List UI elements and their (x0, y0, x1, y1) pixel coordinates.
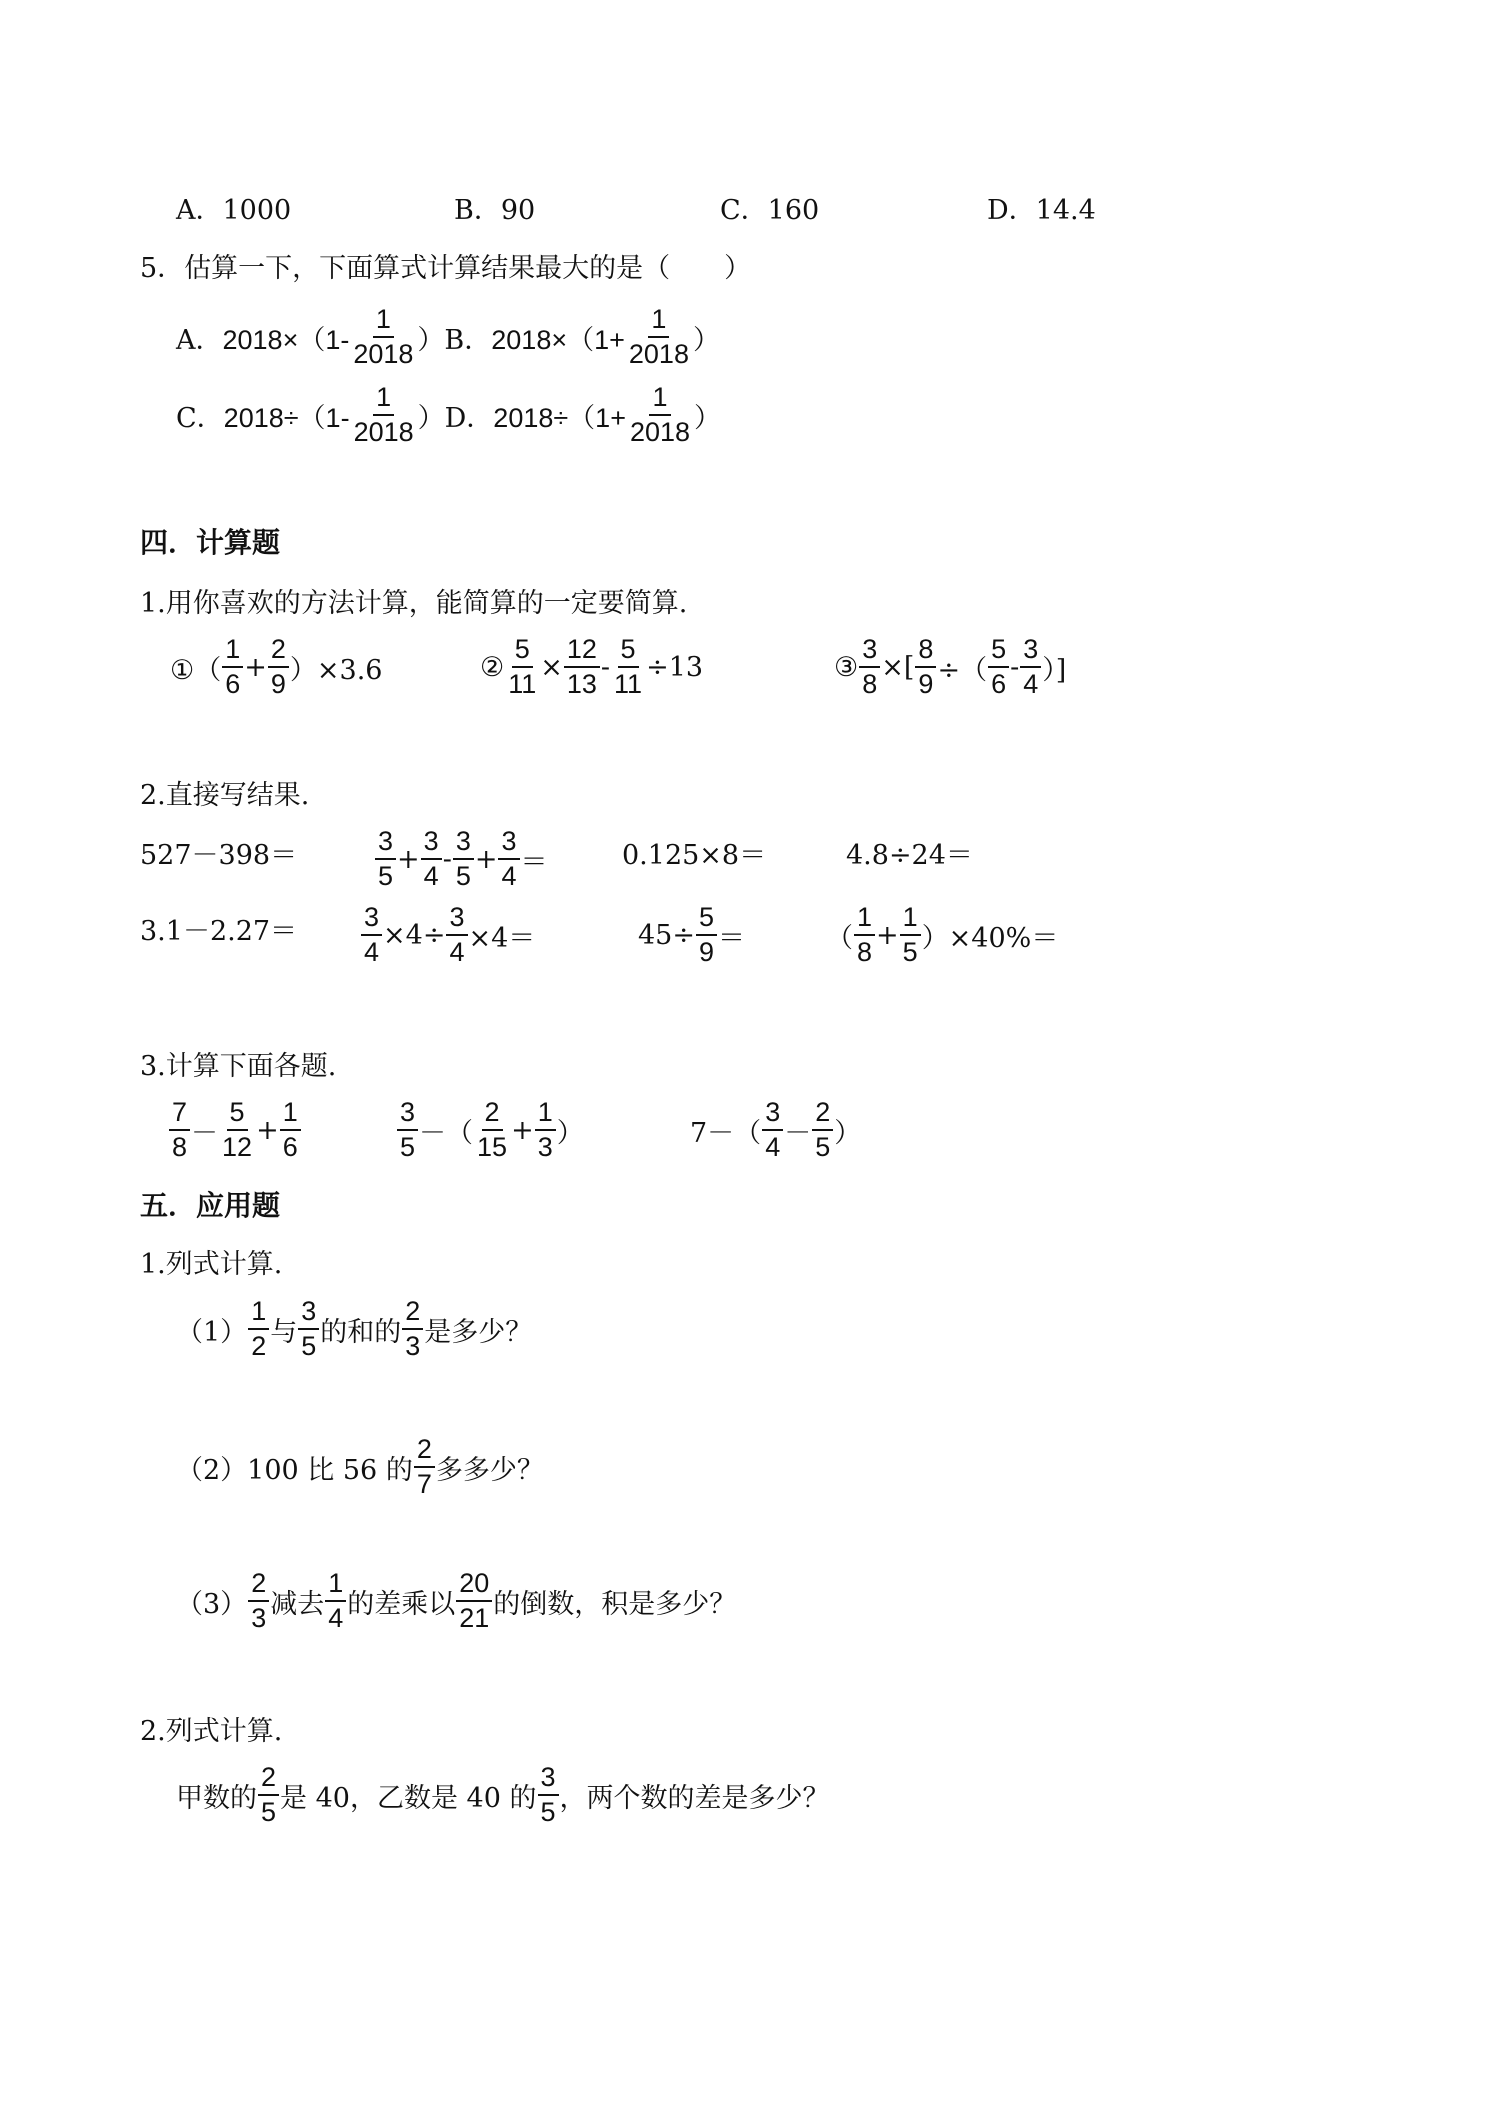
numerator: 5 (618, 634, 639, 668)
s4-p1-expr2 (480, 634, 703, 700)
denominator: 4 (501, 861, 517, 892)
denominator: 21 (459, 1603, 490, 1634)
fraction (351, 382, 417, 448)
fraction (456, 1568, 492, 1634)
text: （ (826, 922, 853, 954)
fraction (854, 902, 875, 968)
q5-b-pre: 2018×（1+ (491, 324, 625, 355)
fraction (564, 634, 600, 700)
q5-option-c (176, 382, 721, 448)
denominator: 4 (1023, 669, 1039, 700)
fraction (1020, 634, 1041, 700)
numerator: 3 (859, 634, 880, 668)
fraction (414, 1434, 435, 1500)
s4-p1-expr3 (834, 634, 1066, 700)
fraction (812, 1097, 833, 1163)
s5-p2-sub1 (176, 1762, 830, 1828)
fraction (627, 382, 693, 448)
denominator: 6 (225, 669, 241, 700)
text: ）×3.6 (289, 654, 383, 686)
numerator: 7 (169, 1097, 190, 1131)
denominator: 6 (991, 669, 1007, 700)
denominator: 13 (566, 669, 597, 700)
section-5-title: 五．应用题 (140, 1189, 281, 1222)
text: 是多少？ (424, 1316, 533, 1348)
q5-c-pre: 2018÷（1- (223, 402, 350, 433)
denominator: 4 (765, 1132, 781, 1163)
operator: + (256, 1114, 279, 1146)
denominator: 2018 (629, 417, 691, 448)
denominator: 5 (455, 861, 471, 892)
denominator: 5 (261, 1797, 277, 1828)
operator: + (244, 651, 267, 683)
s4-p3-expr3 (690, 1097, 861, 1163)
q5-c-label: C． (176, 402, 224, 434)
equals: ＝ (520, 846, 548, 878)
text: ③ (834, 651, 859, 683)
fraction (988, 634, 1009, 700)
close-paren: ） (417, 402, 445, 433)
fraction (696, 902, 717, 968)
numerator: 12 (564, 634, 600, 668)
numerator: 5 (512, 634, 533, 668)
denominator: 7 (416, 1469, 432, 1500)
numerator: 3 (375, 826, 396, 860)
denominator: 3 (537, 1132, 553, 1163)
fraction (402, 1296, 423, 1362)
numerator: 1 (900, 902, 921, 936)
text: （3） (176, 1588, 248, 1620)
fraction (453, 826, 474, 892)
text: 与 (270, 1316, 298, 1348)
fraction (248, 1568, 269, 1634)
s4-p2-stem: 2.直接写结果. (140, 780, 310, 811)
fraction (538, 1762, 559, 1828)
q5-b-label: B． (444, 324, 492, 356)
operator: + (397, 843, 420, 875)
fraction (611, 634, 645, 700)
s5-p1-sub3 (176, 1568, 736, 1634)
denominator: 2 (251, 1331, 267, 1362)
text: 的和的 (320, 1316, 402, 1348)
text: 7－（ (690, 1117, 762, 1149)
text: 多多少？ (435, 1454, 544, 1486)
denominator: 8 (172, 1132, 188, 1163)
operator: + (474, 843, 498, 875)
s5-p1-stem: 1.列式计算. (140, 1249, 283, 1280)
text: 是 40，乙数是 40 的 (280, 1782, 537, 1814)
text: （2）100 比 56 的 (176, 1454, 413, 1486)
fraction (397, 1097, 418, 1163)
fraction (222, 634, 243, 700)
fraction (248, 1296, 269, 1362)
denominator: 4 (364, 937, 380, 968)
text: 的倒数，积是多少？ (493, 1588, 737, 1620)
text: ÷13 (646, 651, 704, 683)
s4-p1-expr1 (170, 634, 382, 700)
fraction (474, 1097, 510, 1163)
s4-p2-r1c4: 4.8÷24＝ (846, 840, 973, 871)
option-d: D．14.4 (987, 195, 1096, 226)
operator: × (540, 651, 563, 683)
fraction (626, 304, 692, 370)
s5-p1-sub2 (176, 1434, 544, 1500)
denominator: 2018 (353, 339, 414, 370)
option-c: C．160 (720, 195, 820, 226)
denominator: 4 (423, 861, 439, 892)
numerator: 1 (854, 902, 875, 936)
text: ② (480, 651, 505, 683)
denominator: 11 (508, 669, 537, 700)
s4-p1-stem: 1.用你喜欢的方法计算，能简算的一定要简算. (140, 588, 688, 619)
fraction (446, 902, 467, 968)
numerator: 3 (762, 1097, 783, 1131)
text: 甲数的 (176, 1782, 257, 1814)
s4-p3-expr2 (396, 1097, 584, 1163)
s4-p2-r1c3: 0.125×8＝ (622, 840, 767, 871)
s4-p3-stem: 3.计算下面各题. (140, 1051, 337, 1082)
fraction (505, 634, 539, 700)
denominator: 9 (918, 669, 934, 700)
denominator: 15 (477, 1132, 508, 1163)
fraction (535, 1097, 556, 1163)
denominator: 12 (222, 1132, 253, 1163)
fraction (325, 1568, 346, 1634)
denominator: 5 (378, 861, 394, 892)
denominator: 9 (698, 937, 715, 968)
s5-p2-stem: 2.列式计算. (140, 1716, 283, 1747)
denominator: 3 (251, 1603, 267, 1634)
numerator: 2 (248, 1568, 269, 1602)
text: ①（ (170, 654, 222, 686)
denominator: 5 (902, 937, 918, 968)
numerator: 1 (222, 634, 243, 668)
option-a: A．1000 (176, 195, 292, 226)
numerator: 8 (915, 634, 936, 668)
text: ，两个数的差是多少？ (559, 1782, 830, 1814)
numerator: 5 (988, 634, 1009, 668)
text: ×[ (881, 651, 915, 683)
q5-option-a (176, 304, 720, 370)
operator: - (442, 843, 452, 875)
operator: + (511, 1114, 534, 1146)
s4-p2-r2c3 (638, 902, 745, 968)
close-paren: ） (692, 324, 720, 355)
denominator: 11 (614, 669, 643, 700)
numerator: 5 (696, 902, 717, 936)
numerator: 2 (482, 1097, 503, 1131)
denominator: 2018 (353, 417, 414, 448)
numerator: 3 (421, 826, 442, 860)
numerator: 2 (402, 1296, 423, 1330)
text: 45÷ (638, 919, 695, 951)
s4-p2-r1c1: 527－398＝ (140, 840, 298, 871)
denominator: 5 (400, 1132, 416, 1163)
fraction (900, 902, 921, 968)
s4-p2-r2c4 (826, 902, 1058, 968)
fraction (258, 1762, 279, 1828)
fraction (915, 634, 936, 700)
text: ×4＝ (468, 922, 536, 954)
s4-p3-expr1 (168, 1097, 302, 1163)
text: ） (556, 1117, 584, 1149)
text: ）] (1042, 654, 1067, 686)
denominator: 4 (449, 937, 465, 968)
fraction (361, 902, 382, 968)
numerator: 3 (397, 1097, 418, 1131)
q5-a-pre: 2018×（1- (222, 324, 350, 355)
numerator: 3 (1020, 634, 1041, 668)
fraction (169, 1097, 190, 1163)
question-5-stem: 5．估算一下，下面算式计算结果最大的是（ ） (140, 253, 752, 284)
s4-p2-r2c2 (360, 902, 535, 968)
numerator: 1 (535, 1097, 556, 1131)
denominator: 5 (540, 1797, 556, 1828)
q5-d-pre: 2018÷（1+ (493, 402, 626, 433)
operator: － (784, 1117, 812, 1149)
close-paren: ） (417, 324, 445, 355)
denominator: 5 (301, 1331, 317, 1362)
denominator: 2018 (628, 339, 689, 370)
numerator: 1 (325, 1568, 346, 1602)
numerator: 2 (268, 634, 289, 668)
numerator: 3 (298, 1296, 319, 1330)
numerator: 20 (456, 1568, 492, 1602)
text: ×4÷ (383, 919, 446, 951)
numerator: 3 (538, 1762, 559, 1796)
numerator: 1 (373, 382, 394, 416)
text: ÷（ (937, 654, 988, 686)
numerator: 1 (373, 304, 394, 338)
denominator: 8 (857, 937, 873, 968)
fraction (298, 1296, 319, 1362)
denominator: 9 (270, 669, 286, 700)
numerator: 2 (414, 1434, 435, 1468)
numerator: 1 (248, 1296, 269, 1330)
numerator: 2 (258, 1762, 279, 1796)
text: ） (834, 1117, 862, 1149)
fraction (268, 634, 289, 700)
fraction (498, 826, 519, 892)
text: ）×40%＝ (921, 922, 1059, 954)
numerator: 3 (453, 826, 474, 860)
q5-a-label: A． (176, 324, 223, 356)
denominator: 8 (862, 669, 878, 700)
fraction (350, 304, 416, 370)
denominator: 6 (282, 1132, 298, 1163)
denominator: 4 (328, 1603, 344, 1634)
text: 减去 (270, 1588, 325, 1620)
numerator: 1 (280, 1097, 301, 1131)
operator: - (1010, 651, 1020, 683)
fraction (219, 1097, 255, 1163)
text: （1） (176, 1316, 248, 1348)
fraction (859, 634, 880, 700)
close-paren: ） (694, 402, 722, 433)
q5-d-label: D． (444, 402, 494, 434)
denominator: 3 (405, 1331, 421, 1362)
fraction (375, 826, 396, 892)
text: 的差乘以 (347, 1588, 456, 1620)
equals: ＝ (718, 922, 746, 954)
numerator: 3 (361, 902, 382, 936)
option-b: B．90 (454, 195, 536, 226)
numerator: 5 (227, 1097, 248, 1131)
operator: + (876, 919, 899, 951)
fraction (280, 1097, 301, 1163)
s4-p2-r1c2 (374, 826, 548, 892)
section-4-title: 四．计算题 (140, 526, 281, 559)
fraction (421, 826, 442, 892)
s4-p2-r2c1: 3.1－2.27＝ (140, 916, 298, 947)
numerator: 1 (649, 382, 670, 416)
operator: － (191, 1117, 219, 1149)
operator: - (600, 651, 611, 683)
numerator: 3 (446, 902, 467, 936)
numerator: 3 (498, 826, 519, 860)
denominator: 5 (815, 1132, 831, 1163)
numerator: 2 (812, 1097, 833, 1131)
fraction (762, 1097, 783, 1163)
numerator: 1 (648, 304, 669, 338)
s5-p1-sub1 (176, 1296, 532, 1362)
text: －（ (419, 1117, 474, 1149)
